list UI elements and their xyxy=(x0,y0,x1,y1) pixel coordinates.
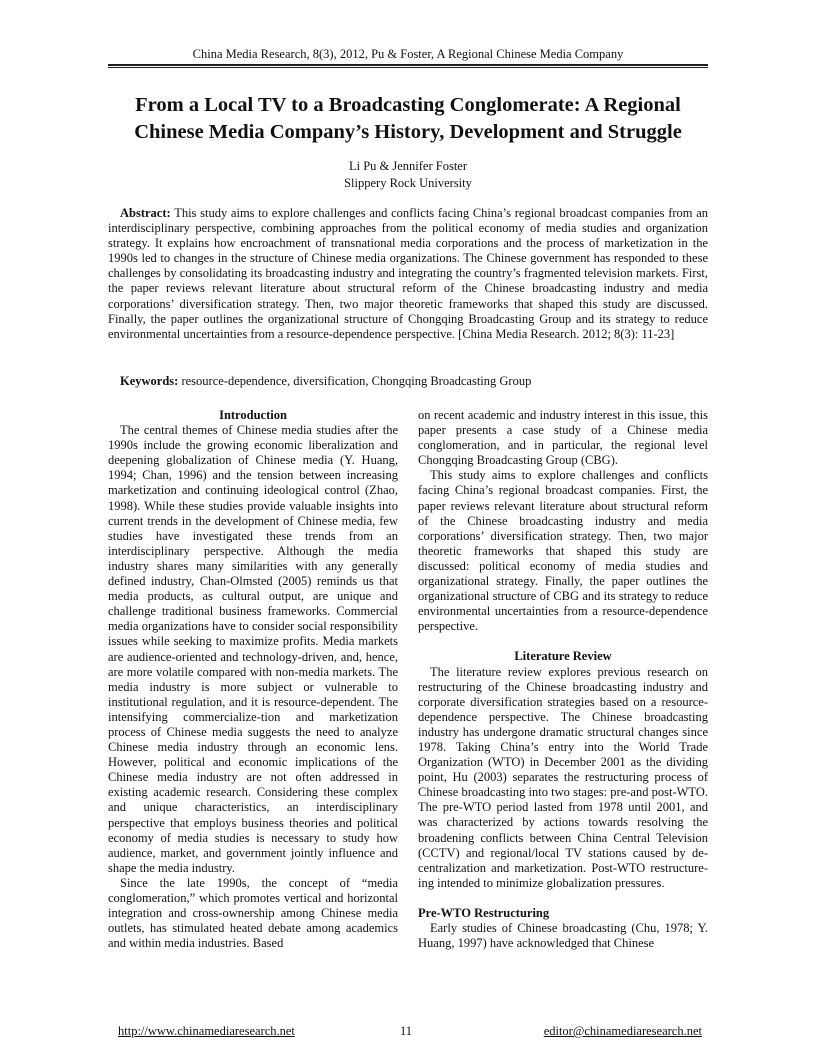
paper-title xyxy=(100,92,716,146)
keywords xyxy=(120,374,708,389)
subsection-spacer xyxy=(418,891,708,906)
pre-wto-paragraph-1: Early studies of Chinese broadcasting (Chu, 1978; Y. Huang, 1997) have acknowledged that Chinese xyxy=(418,921,708,951)
section-heading-literature-review: Literature Review xyxy=(514,649,612,664)
header-rule xyxy=(108,64,708,68)
right-column xyxy=(418,408,708,951)
editor-email-link[interactable]: editor@chinamediaresearch.net xyxy=(543,1024,702,1038)
subsection-heading-pre-wto: Pre-WTO Restructuring xyxy=(418,905,550,920)
intro-paragraph-2: Since the late 1990s, the concept of “media conglomeration,” which promotes vertical and horizontal integration and cross-ownership among Chinese media outlets, has stimulated heated debate among academics and within media industries. Based xyxy=(108,875,398,951)
title-line-2: Chinese Media Company’s History, Development and Struggle xyxy=(134,121,682,143)
journal-url-link[interactable]: http://www.chinamediaresearch.net xyxy=(118,1024,295,1038)
page-number: 11 xyxy=(400,1024,413,1038)
literature-paragraph-1: The literature review explores previous research on restructuring of the Chinese broadcasting industry and corporate diversification strategies based on a resource-dependence perspective. The Chinese broadcasting industry has undergone dramatic structural changes since 1978. Taking China’s entry into the World Trade Organization (WTO) in December 2001 as the dividing point, Hu (2003) separates the restructuring process of Chinese broadcasting into two stages: pre-and post-WTO. The pre-WTO period lasted from 1978 until 2001, and was characterized by actions towards resolving the broadening conflicts between China Central Television (CCTV) and regional/local TV stations caused by de-centralization and marketization. Post-WTO restructure-ing intended to minimize globalization pressures. xyxy=(418,664,708,890)
intro-paragraph-1: The central themes of Chinese media studies after the 1990s include the growing economic liberalization and deepening globalization of Chinese media (Y. Huang, 1994; Chan, 1996) and the tension between increasing marketization and continuing ideological control (Zhao, 1998). While these studies provide valuable insights into current trends in the development of Chinese media, few studies have investigated these trends from an interdisciplinary perspective. Although the media industry shares many similarities with any generally defined industry, Chan-Olmsted (2005) reminds us that media products, as cultural output, are unique and challenge traditional business frameworks. Commercial media organizations have to consider social responsibility issues while seeking to maximize profits. Media markets are audience-oriented and technology-driven, and, hence, are more volatile compared with non-media markets. The media industry is more subject or vulnerable to institutional regulation, and it is resource-dependent. The intensifying commercialize-tion and marketization process of Chinese media suggests the need to analyze Chinese media industry through an economic lens. However, political and economic implications of the Chinese media industry are not often addressed in existing academic research. Considering these complex and unique characteristics, an interdisciplinary perspective that employs business theories and political economy of media studies is necessary to study how audience, market, and government jointly influence and shape the media industry. xyxy=(108,423,398,875)
author-block xyxy=(108,158,708,192)
intro-paragraph-2-continued: on recent academic and industry interest in this issue, this paper presents a case study of a Chinese media conglomeration, and in particular, the regional level Chongqing Broadcasting Group (CBG). xyxy=(418,408,708,468)
section-heading-introduction: Introduction xyxy=(219,408,287,422)
abstract xyxy=(108,206,708,342)
intro-paragraph-3: This study aims to explore challenges and conflicts facing China’s regional broadcast companies. First, the paper reviews relevant literature about structural reform of the Chinese broadcasting industry and media corporations’ diversification strategy. Then, two major theoretic frameworks that shaped this study are discussed: political economy of media studies and organizational strategy. Finally, the paper outlines the organizational structure of CBG and its strategy to reduce environmental uncertainties from a resource-dependence perspective. xyxy=(418,468,708,634)
keywords-text: resource-dependence, diversification, Chongqing Broadcasting Group xyxy=(181,374,532,388)
author-names: Li Pu & Jennifer Foster xyxy=(348,159,468,173)
section-spacer xyxy=(418,634,708,649)
keywords-label: Keywords: xyxy=(120,374,179,388)
abstract-label: Abstract: xyxy=(120,206,171,220)
abstract-text: This study aims to explore challenges and conflicts facing China’s regional broadcast companies from an interdisciplinary perspective, combining approaches from the political economy of media studies and organization strategy. It explains how encroachment of transnational media corporations and the process of marketization in the 1990s led to changes in the structure of Chinese media organizations. The Chinese government has responded to these challenges by consolidating its broadcasting industry and integrating the country’s fragmented television markets. First, the paper reviews relevant literature about structural reform of the Chinese broadcasting industry and media corporations’ diversification strategy. Then, two major theoretic frameworks that shaped this study are discussed. Finally, the paper outlines the organizational structure of Chongqing Broadcasting Group and its strategy to reduce environmental uncertainties from a resource-dependence perspective. [China Media Research. 2012; 8(3): 11-23] xyxy=(108,206,708,341)
author-affiliation: Slippery Rock University xyxy=(344,176,472,190)
title-line-1: From a Local TV to a Broadcasting Conglomerate: A Regional xyxy=(135,94,681,116)
running-header: China Media Research, 8(3), 2012, Pu & Foster, A Regional Chinese Media Company xyxy=(192,47,624,61)
left-column xyxy=(108,408,398,951)
